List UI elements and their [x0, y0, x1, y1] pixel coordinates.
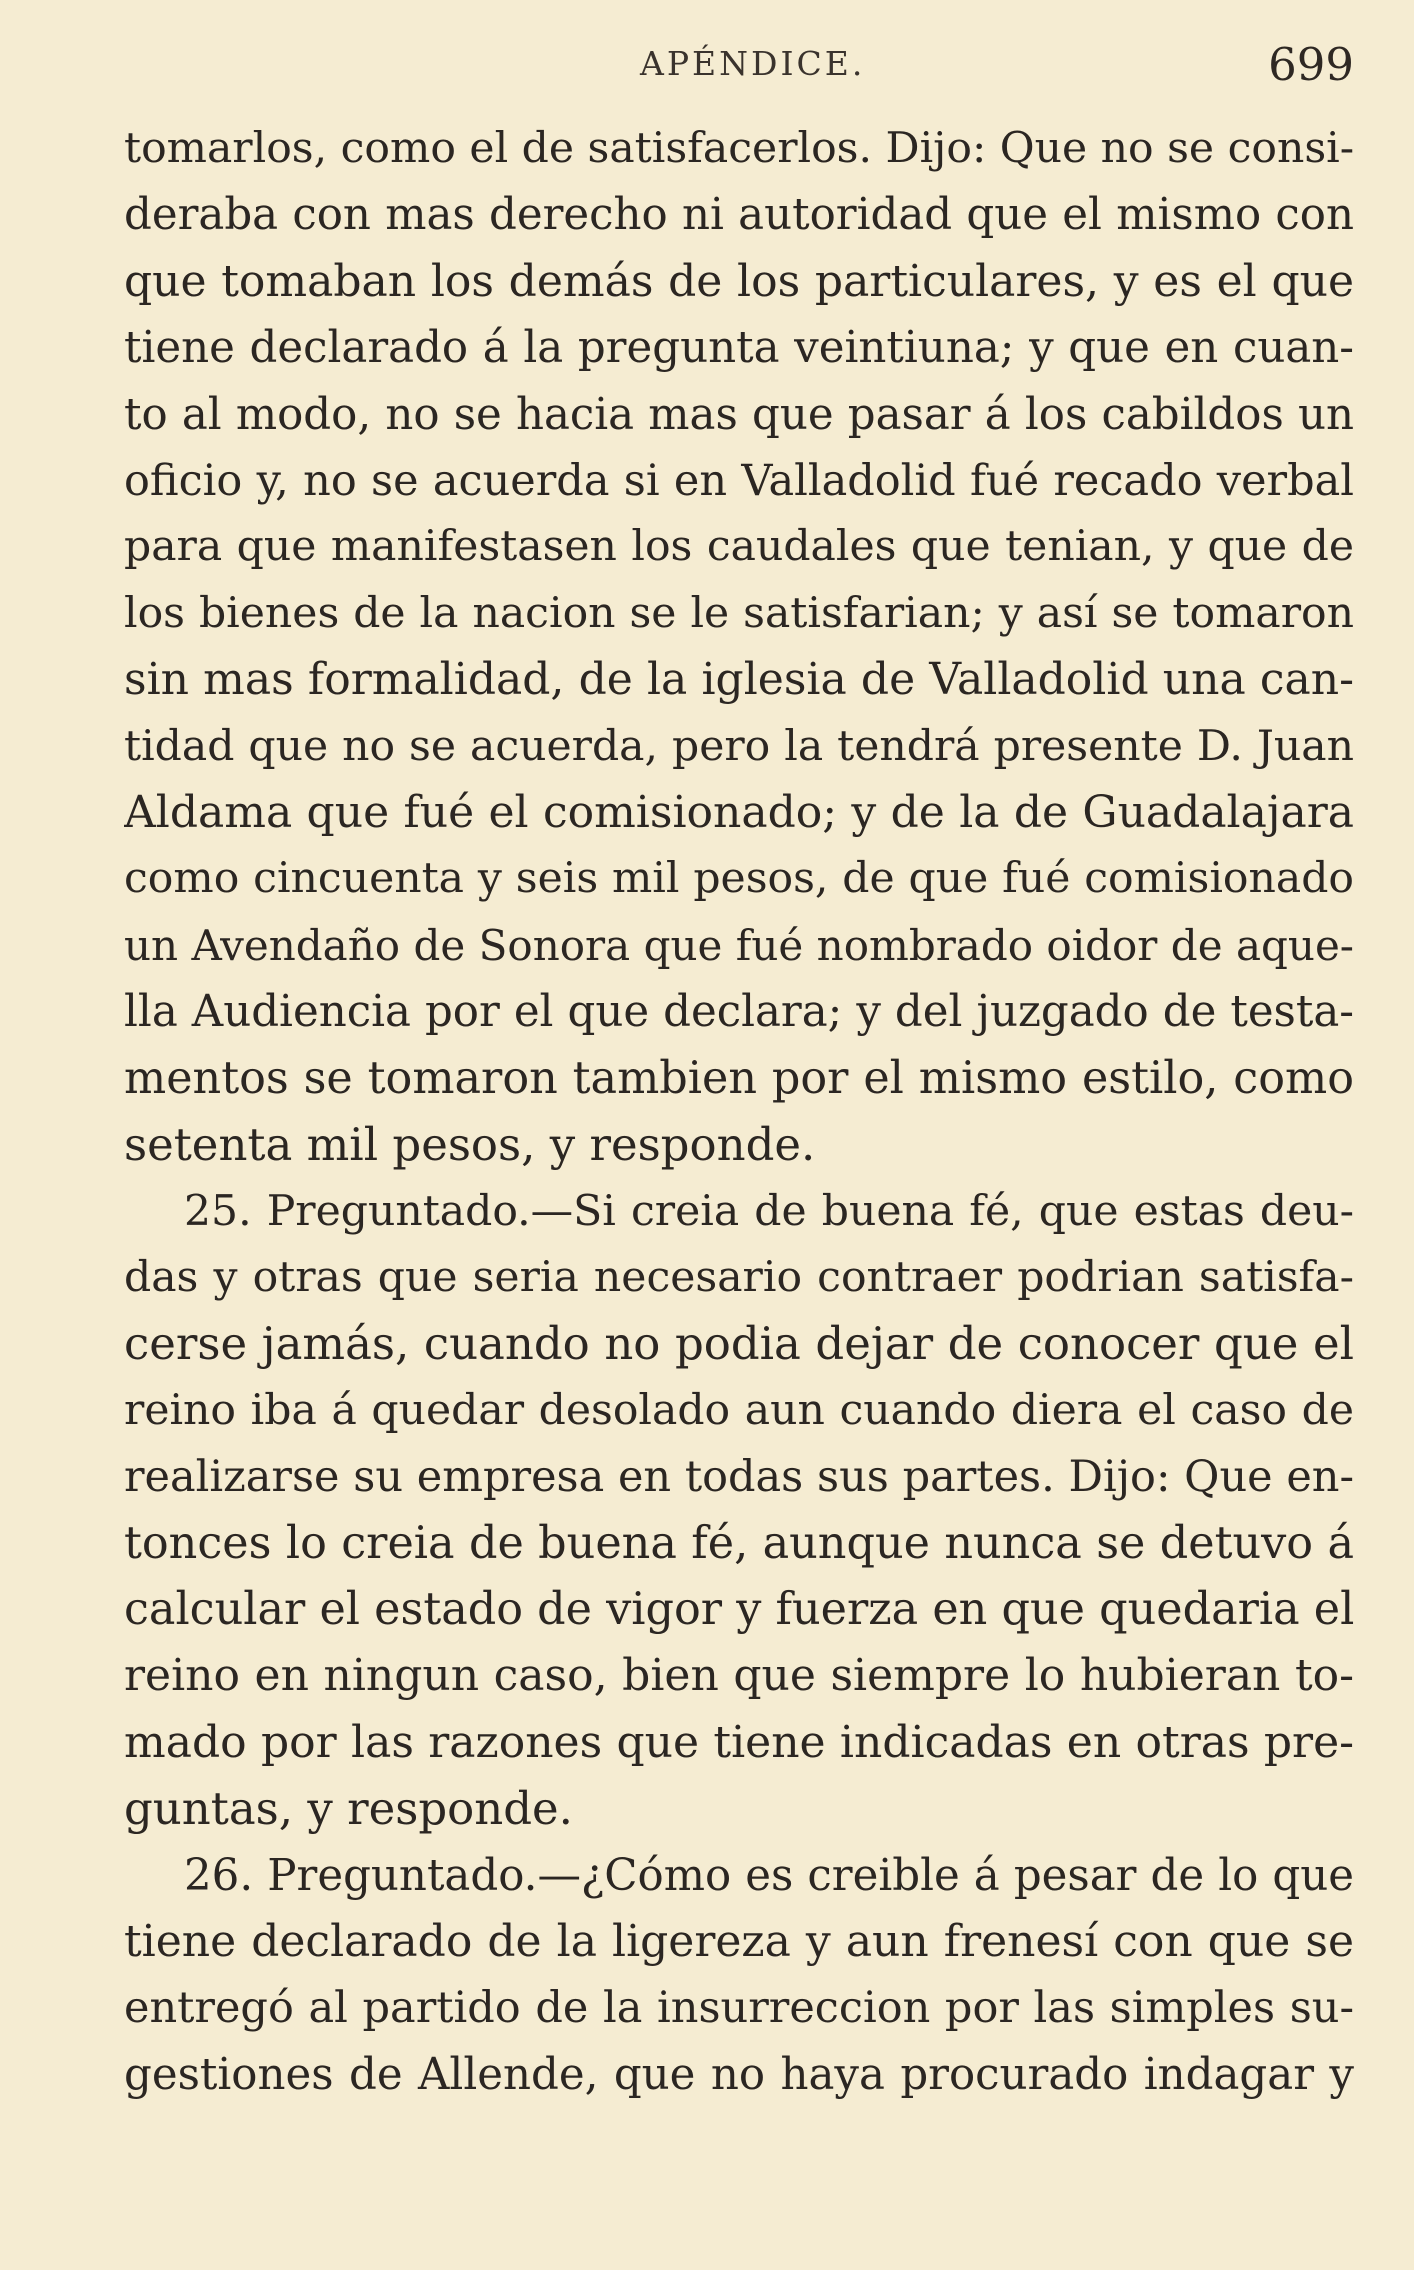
text-line: que tomaban los demás de los particulares, y es el que	[124, 255, 1354, 307]
text-line: los bienes de la nacion se le satisfarian; y así se tomaron	[124, 588, 1354, 638]
page-header	[124, 38, 1354, 116]
text-line: como cincuenta y seis mil pesos, de que fué comisionado	[124, 854, 1354, 904]
text-line: cerse jamás, cuando no podia dejar de conocer que el	[124, 1317, 1354, 1371]
text-line: tidad que no se acuerda, pero la tendrá presente D. Juan	[124, 721, 1354, 771]
text-line: tiene declarado á la pregunta veintiuna; y que en cuan-	[124, 323, 1354, 374]
text-line: para que manifestasen los caudales que tenian, y que de	[124, 522, 1354, 572]
text-line: mado por las razones que tiene indicadas en otras pre-	[124, 1716, 1354, 1768]
running-head: APÉNDICE.	[640, 44, 866, 83]
text-line: setenta mil pesos, y responde.	[124, 1118, 816, 1172]
text-line: tiene declarado de la ligereza y aun frenesí con que se	[124, 1915, 1354, 1967]
text-line: guntas, y responde.	[124, 1782, 573, 1836]
text-line: sin mas formalidad, de la iglesia de Valladolid una can-	[124, 654, 1354, 706]
text-line: calcular el estado de vigor y fuerza en que quedaria el	[124, 1583, 1354, 1635]
text-line: entregó al partido de la insurreccion por las simples su-	[124, 1983, 1354, 2034]
text-line: mentos se tomaron tambien por el mismo estilo, como	[124, 1052, 1354, 1104]
text-line: Aldama que fué el comisionado; y de la de Guadalajara	[124, 787, 1354, 839]
text-line: oficio y, no se acuerda si en Valladolid fué recado verbal	[124, 456, 1354, 507]
text-line: tonces lo creia de buena fé, aunque nunca se detuvo á	[124, 1517, 1354, 1569]
text-line: realizarse su empresa en todas sus partes. Dijo: Que en-	[124, 1452, 1354, 1503]
text-line: reino en ningun caso, bien que siempre lo hubieran to-	[124, 1650, 1354, 1702]
text-line: deraba con mas derecho ni autoridad que el mismo con	[124, 190, 1354, 241]
text-line: das y otras que seria necesario contraer podrian satisfa-	[124, 1252, 1354, 1302]
body-text	[124, 116, 1354, 2108]
text-line: gestiones de Allende, que no haya procurado indagar y	[124, 2049, 1354, 2100]
text-line: 25. Preguntado.—Si creia de buena fé, que estas deu-	[184, 1186, 1354, 1236]
text-line: to al modo, no se hacia mas que pasar á los cabildos un	[124, 389, 1354, 440]
text-line: lla Audiencia por el que declara; y del juzgado de testa-	[124, 987, 1354, 1038]
text-line: un Avendaño de Sonora que fué nombrado oidor de aque-	[124, 920, 1354, 970]
text-line: reino iba á quedar desolado aun cuando diera el caso de	[124, 1385, 1354, 1435]
page-number: 699	[1268, 38, 1354, 91]
text-line: tomarlos, como el de satisfacerlos. Dijo: Que no se consi-	[124, 124, 1354, 173]
text-line: 26. Preguntado.—¿Cómo es creible á pesar de lo que	[184, 1850, 1354, 1901]
